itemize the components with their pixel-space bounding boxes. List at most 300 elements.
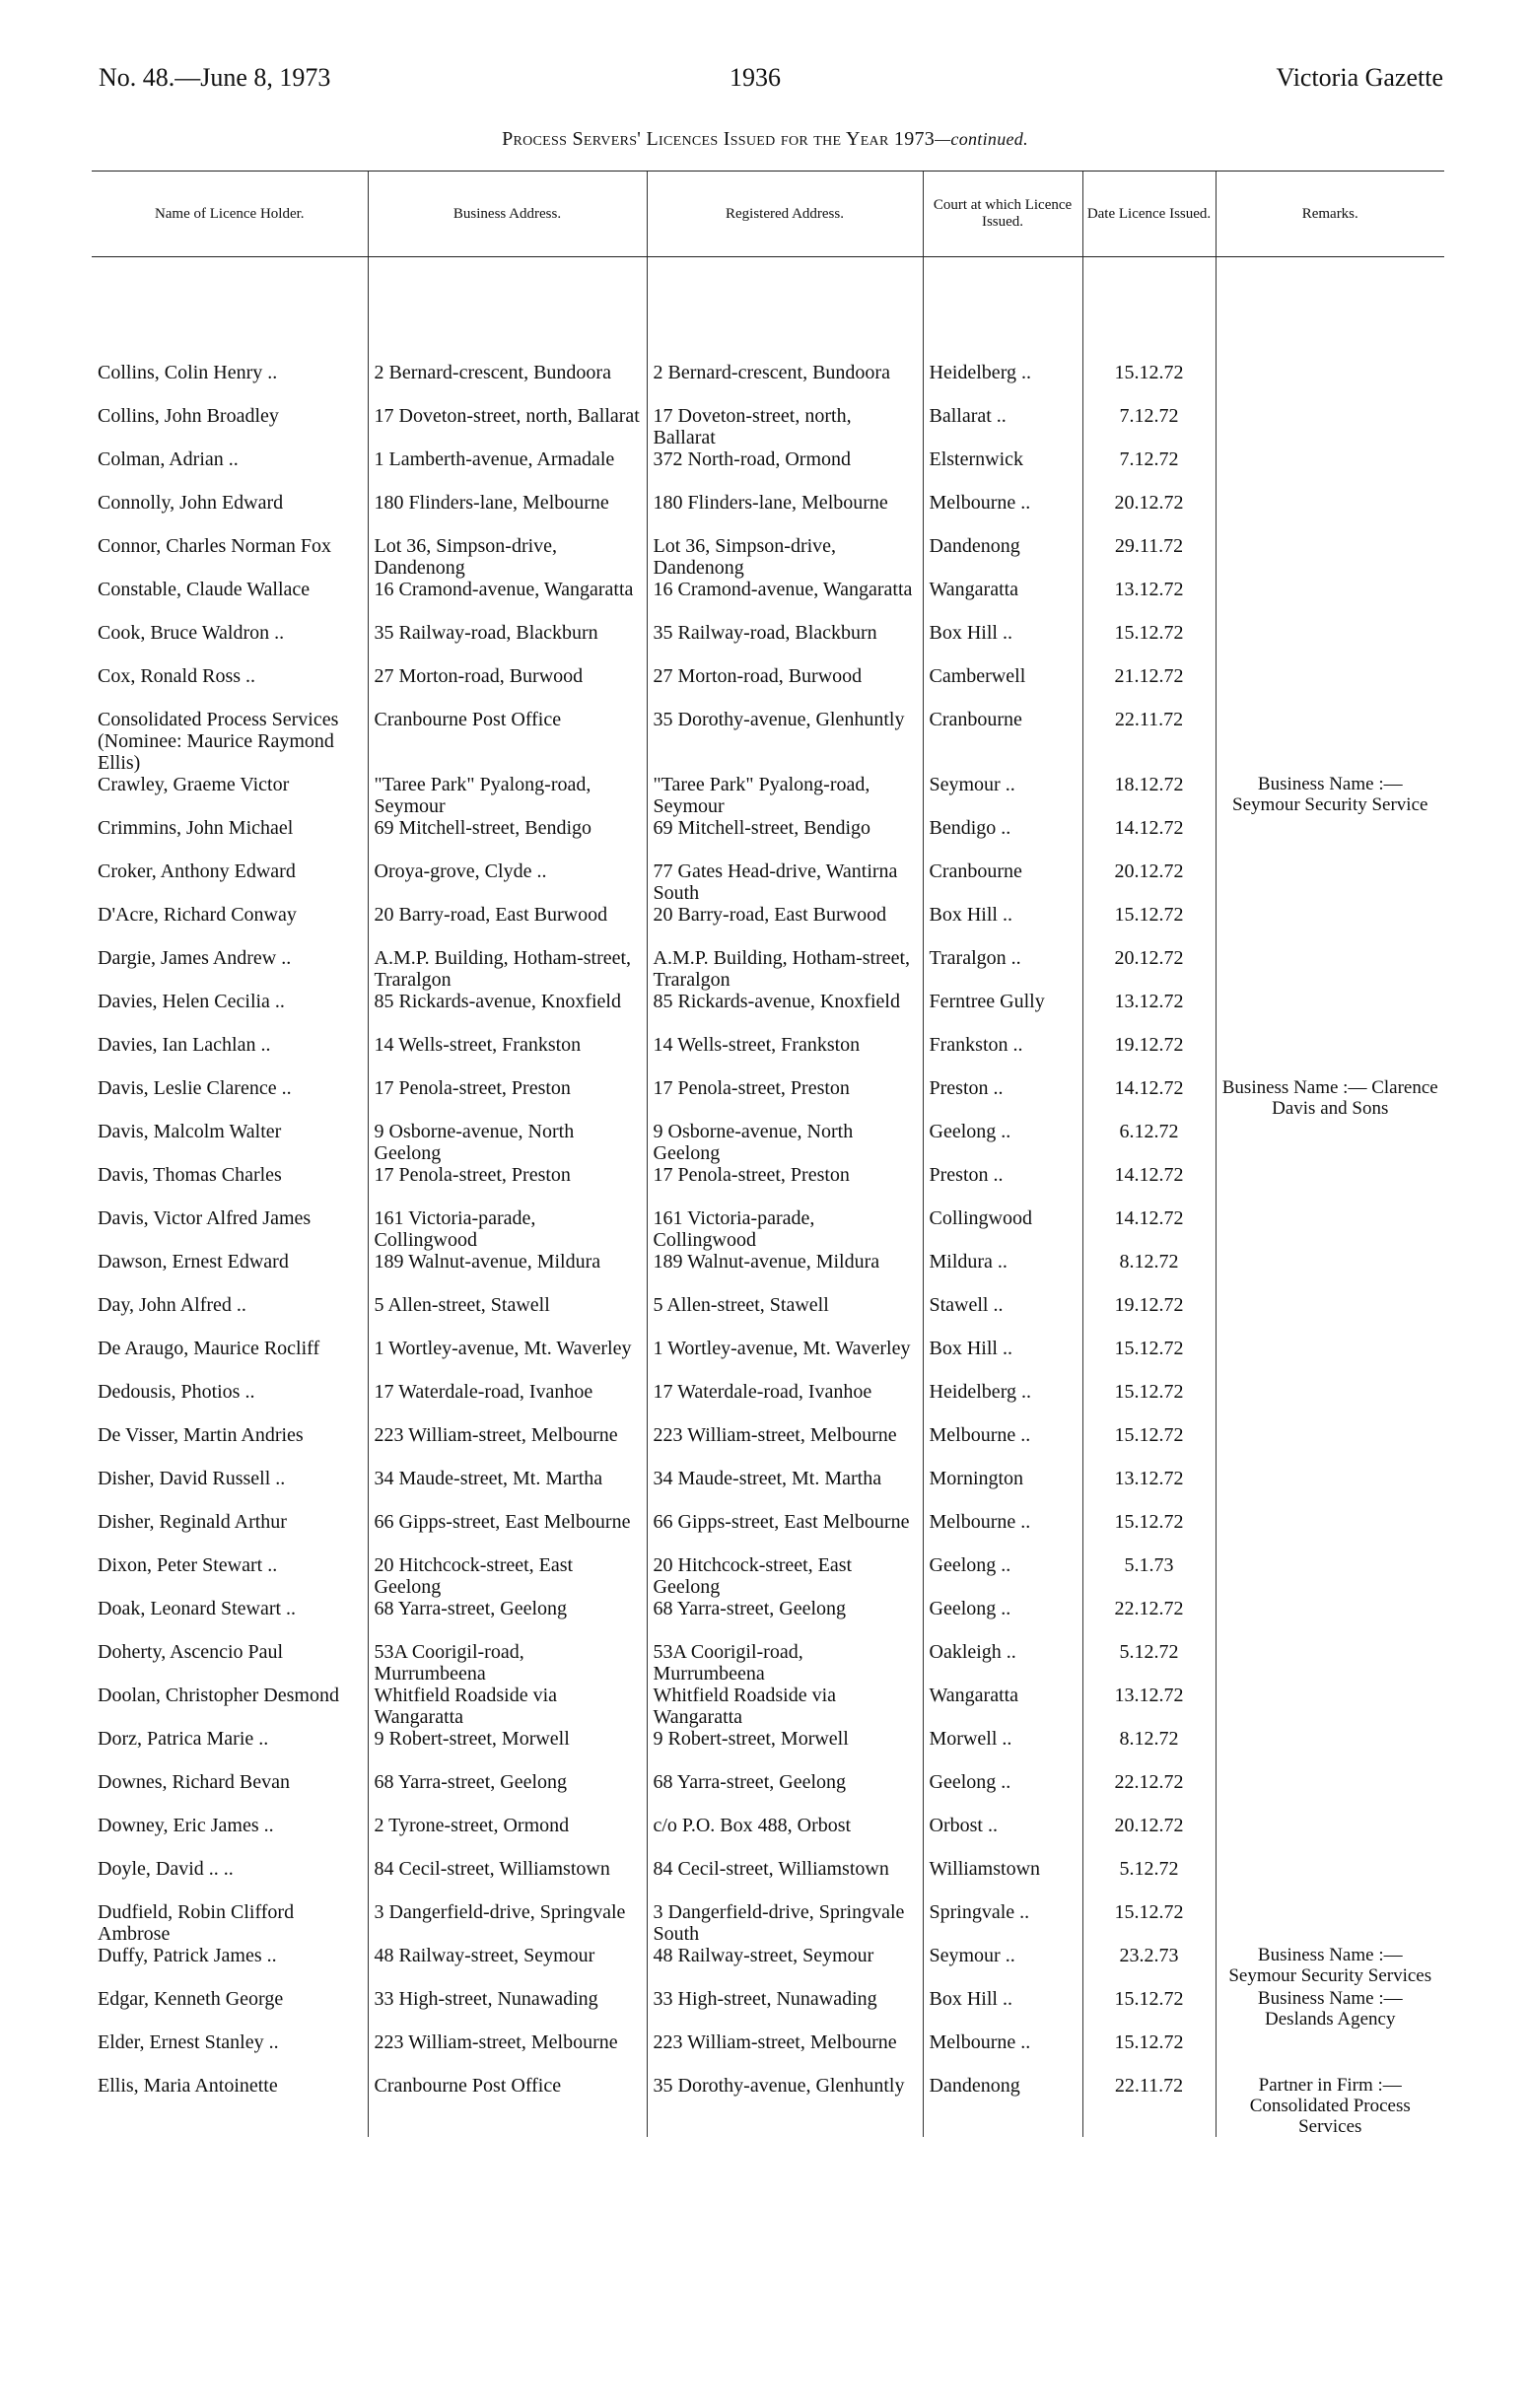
date-issued: 22.12.72 bbox=[1114, 1598, 1184, 1619]
holder-name: Dudfield, Robin Clifford Ambrose bbox=[98, 1901, 295, 1945]
business-address: 2 Bernard-crescent, Bundoora bbox=[374, 362, 611, 383]
business-address-cell bbox=[368, 1511, 647, 1554]
date-issued-cell bbox=[1082, 1338, 1216, 1381]
table-row bbox=[92, 1511, 1444, 1554]
court-cell bbox=[923, 947, 1082, 991]
registered-address: 35 Railway-road, Blackburn bbox=[653, 622, 877, 644]
issue-number: No. 48.—June 8, 1973 bbox=[99, 63, 331, 92]
date-issued: 19.12.72 bbox=[1114, 1034, 1184, 1056]
registered-address-cell bbox=[647, 1338, 923, 1381]
court-cell bbox=[923, 1771, 1082, 1815]
date-issued: 15.12.72 bbox=[1114, 1424, 1184, 1446]
table-row bbox=[92, 1424, 1444, 1468]
court-cell bbox=[923, 1901, 1082, 1945]
court: Geelong .. bbox=[929, 1598, 1011, 1619]
holder-name: Davis, Victor Alfred James bbox=[98, 1207, 312, 1229]
registered-address: 48 Railway-street, Seymour bbox=[653, 1945, 874, 1966]
date-issued: 23.2.73 bbox=[1119, 1945, 1179, 1966]
remarks-cell bbox=[1216, 709, 1444, 774]
holder-name: Constable, Claude Wallace bbox=[98, 579, 311, 600]
business-address-cell bbox=[368, 448, 647, 492]
business-address-cell bbox=[368, 1207, 647, 1251]
remarks-cell bbox=[1216, 904, 1444, 947]
court-cell bbox=[923, 405, 1082, 448]
date-issued: 7.12.72 bbox=[1119, 448, 1179, 470]
registered-address-cell bbox=[647, 665, 923, 709]
court: Springvale .. bbox=[929, 1901, 1030, 1923]
date-issued-cell bbox=[1082, 860, 1216, 904]
date-issued: 5.1.73 bbox=[1124, 1554, 1174, 1576]
table-title bbox=[0, 128, 1530, 151]
remarks-cell bbox=[1216, 1294, 1444, 1338]
registered-address-cell bbox=[647, 1121, 923, 1164]
business-address: 17 Doveton-street, north, Ballarat bbox=[374, 405, 640, 427]
registered-address: c/o P.O. Box 488, Orbost bbox=[653, 1815, 852, 1836]
holder-name: Davis, Leslie Clarence .. bbox=[98, 1077, 292, 1099]
business-address-cell bbox=[368, 622, 647, 665]
table-row bbox=[92, 947, 1444, 991]
date-issued-cell bbox=[1082, 1511, 1216, 1554]
registered-address: 161 Victoria-parade, Collingwood bbox=[653, 1207, 815, 1251]
date-issued-cell bbox=[1082, 1294, 1216, 1338]
holder-name: Connolly, John Edward bbox=[98, 492, 284, 514]
date-issued: 5.12.72 bbox=[1119, 1641, 1179, 1663]
holder-name: Ellis, Maria Antoinette bbox=[98, 2075, 278, 2097]
table-row bbox=[92, 1468, 1444, 1511]
date-issued: 13.12.72 bbox=[1114, 1685, 1184, 1706]
remarks-cell bbox=[1216, 1424, 1444, 1468]
registered-address: Whitfield Roadside via Wangaratta bbox=[653, 1685, 837, 1728]
publication-title: Victoria Gazette bbox=[1276, 63, 1443, 92]
registered-address: 33 High-street, Nunawading bbox=[653, 1988, 877, 2010]
holder-name: Elder, Ernest Stanley .. bbox=[98, 2031, 279, 2053]
table-row bbox=[92, 1728, 1444, 1771]
remarks-cell bbox=[1216, 991, 1444, 1034]
table-row bbox=[92, 1858, 1444, 1901]
registered-address-cell bbox=[647, 1641, 923, 1685]
court: Wangaratta bbox=[929, 1685, 1019, 1706]
date-issued: 13.12.72 bbox=[1114, 579, 1184, 600]
registered-address: 20 Barry-road, East Burwood bbox=[653, 904, 887, 926]
holder-name-cell bbox=[92, 1815, 368, 1858]
date-issued-cell bbox=[1082, 1034, 1216, 1077]
registered-address-cell bbox=[647, 2031, 923, 2075]
date-issued-cell bbox=[1082, 1815, 1216, 1858]
holder-name: Collins, Colin Henry .. bbox=[98, 362, 278, 383]
registered-address-cell bbox=[647, 1034, 923, 1077]
court-cell bbox=[923, 817, 1082, 860]
remarks-cell bbox=[1216, 817, 1444, 860]
date-issued-cell bbox=[1082, 817, 1216, 860]
court: Elsternwick bbox=[929, 448, 1024, 470]
table-row bbox=[92, 492, 1444, 535]
remarks-cell bbox=[1216, 1381, 1444, 1424]
holder-name-cell bbox=[92, 1554, 368, 1598]
date-issued-cell bbox=[1082, 1598, 1216, 1641]
date-issued-cell bbox=[1082, 2031, 1216, 2075]
holder-name-cell bbox=[92, 1338, 368, 1381]
court: Geelong .. bbox=[929, 1771, 1011, 1793]
registered-address-cell bbox=[647, 1381, 923, 1424]
holder-name: Disher, Reginald Arthur bbox=[98, 1511, 287, 1533]
business-address: 68 Yarra-street, Geelong bbox=[374, 1771, 567, 1793]
registered-address: 84 Cecil-street, Williamstown bbox=[653, 1858, 889, 1880]
registered-address: 189 Walnut-avenue, Mildura bbox=[653, 1251, 880, 1273]
date-issued: 15.12.72 bbox=[1114, 1381, 1184, 1403]
business-address: 223 William-street, Melbourne bbox=[374, 2031, 618, 2053]
registered-address-cell bbox=[647, 492, 923, 535]
remarks-cell bbox=[1216, 947, 1444, 991]
remarks: Business Name :— Seymour Security Service bbox=[1232, 774, 1428, 815]
business-address: 20 Barry-road, East Burwood bbox=[374, 904, 608, 926]
holder-name-cell bbox=[92, 448, 368, 492]
holder-name-cell bbox=[92, 817, 368, 860]
court: Mildura .. bbox=[929, 1251, 1008, 1273]
remarks: Business Name :— Seymour Security Services bbox=[1228, 1945, 1432, 1986]
remarks-cell bbox=[1216, 1511, 1444, 1554]
business-address: "Taree Park" Pyalong-road, Seymour bbox=[374, 774, 591, 817]
column-header-name: Name of Licence Holder. bbox=[92, 172, 368, 257]
court: Wangaratta bbox=[929, 579, 1019, 600]
registered-address-cell bbox=[647, 1728, 923, 1771]
registered-address: 17 Waterdale-road, Ivanhoe bbox=[653, 1381, 872, 1403]
registered-address: 53A Coorigil-road, Murrumbeena bbox=[653, 1641, 803, 1685]
business-address: 2 Tyrone-street, Ormond bbox=[374, 1815, 570, 1836]
holder-name: Davies, Ian Lachlan .. bbox=[98, 1034, 271, 1056]
court-cell bbox=[923, 1207, 1082, 1251]
registered-address: 35 Dorothy-avenue, Glenhuntly bbox=[653, 2075, 905, 2097]
court-cell bbox=[923, 492, 1082, 535]
date-issued-cell bbox=[1082, 1945, 1216, 1988]
business-address-cell bbox=[368, 860, 647, 904]
business-address: Lot 36, Simpson-drive, Dandenong bbox=[374, 535, 558, 579]
date-issued: 6.12.72 bbox=[1119, 1121, 1179, 1142]
court-cell bbox=[923, 448, 1082, 492]
court-cell bbox=[923, 1988, 1082, 2031]
remarks-cell bbox=[1216, 1728, 1444, 1771]
date-issued: 14.12.72 bbox=[1114, 1164, 1184, 1186]
remarks-cell bbox=[1216, 1988, 1444, 2031]
registered-address-cell bbox=[647, 1294, 923, 1338]
table-row bbox=[92, 1164, 1444, 1207]
date-issued: 21.12.72 bbox=[1114, 665, 1184, 687]
date-issued-cell bbox=[1082, 665, 1216, 709]
business-address: 17 Penola-street, Preston bbox=[374, 1077, 571, 1099]
holder-name: Disher, David Russell .. bbox=[98, 1468, 286, 1489]
remarks-cell bbox=[1216, 1077, 1444, 1121]
court: Morwell .. bbox=[929, 1728, 1012, 1750]
court-cell bbox=[923, 1554, 1082, 1598]
court: Dandenong bbox=[929, 2075, 1020, 2097]
date-issued: 20.12.72 bbox=[1114, 492, 1184, 514]
remarks-cell bbox=[1216, 1685, 1444, 1728]
date-issued-cell bbox=[1082, 1554, 1216, 1598]
registered-address-cell bbox=[647, 405, 923, 448]
table-row bbox=[92, 1988, 1444, 2031]
court-cell bbox=[923, 665, 1082, 709]
holder-name-cell bbox=[92, 1771, 368, 1815]
remarks-cell bbox=[1216, 1251, 1444, 1294]
date-issued-cell bbox=[1082, 1251, 1216, 1294]
business-address-cell bbox=[368, 1034, 647, 1077]
date-issued: 22.11.72 bbox=[1114, 2075, 1184, 2097]
court-cell bbox=[923, 579, 1082, 622]
holder-name: Crawley, Graeme Victor bbox=[98, 774, 290, 795]
table-title-suffix: —continued. bbox=[935, 129, 1028, 149]
court: Box Hill .. bbox=[929, 622, 1012, 644]
court-cell bbox=[923, 1251, 1082, 1294]
registered-address: 9 Robert-street, Morwell bbox=[653, 1728, 849, 1750]
table-row bbox=[92, 1034, 1444, 1077]
court: Williamstown bbox=[929, 1858, 1041, 1880]
column-header-business: Business Address. bbox=[368, 172, 647, 257]
court-cell bbox=[923, 1294, 1082, 1338]
date-issued-cell bbox=[1082, 1901, 1216, 1945]
holder-name-cell bbox=[92, 2031, 368, 2075]
registered-address-cell bbox=[647, 860, 923, 904]
remarks-cell bbox=[1216, 860, 1444, 904]
table-row bbox=[92, 1815, 1444, 1858]
registered-address-cell bbox=[647, 535, 923, 579]
date-issued: 15.12.72 bbox=[1114, 362, 1184, 383]
remarks-cell bbox=[1216, 1815, 1444, 1858]
business-address: 3 Dangerfield-drive, Springvale bbox=[374, 1901, 626, 1923]
court-cell bbox=[923, 535, 1082, 579]
court: Collingwood bbox=[929, 1207, 1032, 1229]
registered-address: 9 Osborne-avenue, North Geelong bbox=[653, 1121, 854, 1164]
business-address: 1 Lamberth-avenue, Armadale bbox=[374, 448, 615, 470]
court: Heidelberg .. bbox=[929, 1381, 1031, 1403]
court-cell bbox=[923, 991, 1082, 1034]
registered-address-cell bbox=[647, 947, 923, 991]
date-issued: 8.12.72 bbox=[1119, 1251, 1179, 1273]
holder-name-cell bbox=[92, 1901, 368, 1945]
court-cell bbox=[923, 1685, 1082, 1728]
court: Box Hill .. bbox=[929, 1988, 1012, 2010]
page-number: 1936 bbox=[730, 63, 781, 92]
registered-address-cell bbox=[647, 1945, 923, 1988]
holder-name-cell bbox=[92, 1251, 368, 1294]
registered-address: 223 William-street, Melbourne bbox=[653, 1424, 897, 1446]
holder-name: Dixon, Peter Stewart .. bbox=[98, 1554, 278, 1576]
holder-name-cell bbox=[92, 1945, 368, 1988]
business-address: Cranbourne Post Office bbox=[374, 709, 562, 730]
date-issued-cell bbox=[1082, 405, 1216, 448]
registered-address: "Taree Park" Pyalong-road, Seymour bbox=[653, 774, 870, 817]
holder-name-cell bbox=[92, 947, 368, 991]
date-issued-cell bbox=[1082, 448, 1216, 492]
remarks-cell bbox=[1216, 1164, 1444, 1207]
court: Orbost .. bbox=[929, 1815, 998, 1836]
court-cell bbox=[923, 1424, 1082, 1468]
holder-name: Dawson, Ernest Edward bbox=[98, 1251, 289, 1273]
table-row bbox=[92, 1554, 1444, 1598]
licence-table bbox=[92, 171, 1444, 2137]
holder-name-cell bbox=[92, 1728, 368, 1771]
holder-name: Davis, Thomas Charles bbox=[98, 1164, 282, 1186]
business-address: 14 Wells-street, Frankston bbox=[374, 1034, 582, 1056]
table-row bbox=[92, 817, 1444, 860]
holder-name: Davies, Helen Cecilia .. bbox=[98, 991, 285, 1012]
column-header-registered: Registered Address. bbox=[647, 172, 923, 257]
registered-address: 5 Allen-street, Stawell bbox=[653, 1294, 829, 1316]
table-row bbox=[92, 405, 1444, 448]
remarks-cell bbox=[1216, 622, 1444, 665]
business-address: 69 Mitchell-street, Bendigo bbox=[374, 817, 592, 839]
business-address-cell bbox=[368, 2031, 647, 2075]
holder-name: Crimmins, John Michael bbox=[98, 817, 294, 839]
business-address-cell bbox=[368, 1641, 647, 1685]
remarks-cell bbox=[1216, 2031, 1444, 2075]
date-issued-cell bbox=[1082, 904, 1216, 947]
date-issued: 15.12.72 bbox=[1114, 1511, 1184, 1533]
business-address: 1 Wortley-avenue, Mt. Waverley bbox=[374, 1338, 632, 1359]
date-issued-cell bbox=[1082, 709, 1216, 774]
holder-name-cell bbox=[92, 665, 368, 709]
court-cell bbox=[923, 1034, 1082, 1077]
remarks: Business Name :— Clarence Davis and Sons bbox=[1221, 1077, 1438, 1119]
business-address: A.M.P. Building, Hotham-street, Traralgon bbox=[374, 947, 632, 991]
holder-name: De Araugo, Maurice Rocliff bbox=[98, 1338, 320, 1359]
remarks-cell bbox=[1216, 1554, 1444, 1598]
holder-name-cell bbox=[92, 1164, 368, 1207]
holder-name: Doherty, Ascencio Paul bbox=[98, 1641, 284, 1663]
date-issued: 15.12.72 bbox=[1114, 1988, 1184, 2010]
date-issued-cell bbox=[1082, 535, 1216, 579]
registered-address-cell bbox=[647, 1815, 923, 1858]
table-row bbox=[92, 904, 1444, 947]
business-address: 17 Penola-street, Preston bbox=[374, 1164, 571, 1186]
court-cell bbox=[923, 904, 1082, 947]
business-address-cell bbox=[368, 405, 647, 448]
date-issued-cell bbox=[1082, 1164, 1216, 1207]
table-row bbox=[92, 1207, 1444, 1251]
remarks-cell bbox=[1216, 579, 1444, 622]
business-address: Whitfield Roadside via Wangaratta bbox=[374, 1685, 558, 1728]
date-issued: 20.12.72 bbox=[1114, 1815, 1184, 1836]
registered-address-cell bbox=[647, 257, 923, 406]
business-address: 189 Walnut-avenue, Mildura bbox=[374, 1251, 601, 1273]
remarks-cell bbox=[1216, 1901, 1444, 1945]
business-address-cell bbox=[368, 709, 647, 774]
court: Frankston .. bbox=[929, 1034, 1023, 1056]
table-row bbox=[92, 1294, 1444, 1338]
date-issued-cell bbox=[1082, 1685, 1216, 1728]
remarks-cell bbox=[1216, 1121, 1444, 1164]
holder-name: Collins, John Broadley bbox=[98, 405, 279, 427]
holder-name-cell bbox=[92, 1207, 368, 1251]
date-issued-cell bbox=[1082, 1121, 1216, 1164]
date-issued: 13.12.72 bbox=[1114, 991, 1184, 1012]
business-address: 27 Morton-road, Burwood bbox=[374, 665, 584, 687]
remarks: Business Name :— Deslands Agency bbox=[1257, 1988, 1403, 2030]
registered-address-cell bbox=[647, 774, 923, 817]
date-issued-cell bbox=[1082, 1468, 1216, 1511]
business-address-cell bbox=[368, 1945, 647, 1988]
holder-name-cell bbox=[92, 492, 368, 535]
table-row bbox=[92, 1381, 1444, 1424]
registered-address-cell bbox=[647, 1771, 923, 1815]
court-cell bbox=[923, 622, 1082, 665]
holder-name-cell bbox=[92, 579, 368, 622]
remarks-cell bbox=[1216, 1641, 1444, 1685]
table-row bbox=[92, 860, 1444, 904]
date-issued: 15.12.72 bbox=[1114, 1338, 1184, 1359]
table-row bbox=[92, 1901, 1444, 1945]
registered-address-cell bbox=[647, 622, 923, 665]
date-issued: 14.12.72 bbox=[1114, 817, 1184, 839]
business-address-cell bbox=[368, 1077, 647, 1121]
registered-address: 77 Gates Head-drive, Wantirna South bbox=[653, 860, 898, 904]
court: Cranbourne bbox=[929, 709, 1022, 730]
holder-name: Dargie, James Andrew .. bbox=[98, 947, 292, 969]
holder-name: Davis, Malcolm Walter bbox=[98, 1121, 282, 1142]
registered-address: 68 Yarra-street, Geelong bbox=[653, 1598, 846, 1619]
table-row bbox=[92, 1685, 1444, 1728]
registered-address: A.M.P. Building, Hotham-street, Traralgon bbox=[653, 947, 911, 991]
business-address-cell bbox=[368, 1381, 647, 1424]
holder-name-cell bbox=[92, 622, 368, 665]
table-row bbox=[92, 1251, 1444, 1294]
business-address: 53A Coorigil-road, Murrumbeena bbox=[374, 1641, 524, 1685]
business-address: 20 Hitchcock-street, East Geelong bbox=[374, 1554, 574, 1598]
holder-name-cell bbox=[92, 405, 368, 448]
remarks-cell bbox=[1216, 1858, 1444, 1901]
court: Geelong .. bbox=[929, 1121, 1011, 1142]
table-row bbox=[92, 2031, 1444, 2075]
remarks-cell bbox=[1216, 1338, 1444, 1381]
business-address-cell bbox=[368, 257, 647, 406]
court-cell bbox=[923, 1468, 1082, 1511]
court: Melbourne .. bbox=[929, 1424, 1031, 1446]
registered-address-cell bbox=[647, 1554, 923, 1598]
court-cell bbox=[923, 1121, 1082, 1164]
business-address-cell bbox=[368, 991, 647, 1034]
registered-address: 14 Wells-street, Frankston bbox=[653, 1034, 861, 1056]
business-address: 17 Waterdale-road, Ivanhoe bbox=[374, 1381, 593, 1403]
court: Camberwell bbox=[929, 665, 1026, 687]
table-title-text: Process Servers' Licences Issued for the Year 1973 bbox=[502, 128, 936, 150]
remarks-cell bbox=[1216, 665, 1444, 709]
court-cell bbox=[923, 1338, 1082, 1381]
business-address-cell bbox=[368, 2075, 647, 2137]
business-address-cell bbox=[368, 1598, 647, 1641]
table-row bbox=[92, 1121, 1444, 1164]
business-address-cell bbox=[368, 904, 647, 947]
business-address: 33 High-street, Nunawading bbox=[374, 1988, 598, 2010]
business-address-cell bbox=[368, 535, 647, 579]
table-row bbox=[92, 622, 1444, 665]
business-address: 5 Allen-street, Stawell bbox=[374, 1294, 550, 1316]
holder-name: De Visser, Martin Andries bbox=[98, 1424, 304, 1446]
remarks-cell bbox=[1216, 535, 1444, 579]
business-address: 85 Rickards-avenue, Knoxfield bbox=[374, 991, 621, 1012]
date-issued: 15.12.72 bbox=[1114, 622, 1184, 644]
registered-address: 17 Doveton-street, north, Ballarat bbox=[653, 405, 852, 448]
holder-name-cell bbox=[92, 1511, 368, 1554]
court: Box Hill .. bbox=[929, 1338, 1012, 1359]
date-issued-cell bbox=[1082, 1641, 1216, 1685]
date-issued: 5.12.72 bbox=[1119, 1858, 1179, 1880]
court-cell bbox=[923, 860, 1082, 904]
court-cell bbox=[923, 257, 1082, 406]
holder-name: Downes, Richard Bevan bbox=[98, 1771, 290, 1793]
registered-address: 3 Dangerfield-drive, Springvale South bbox=[653, 1901, 905, 1945]
court: Oakleigh .. bbox=[929, 1641, 1016, 1663]
business-address-cell bbox=[368, 1771, 647, 1815]
date-issued-cell bbox=[1082, 947, 1216, 991]
business-address: 35 Railway-road, Blackburn bbox=[374, 622, 598, 644]
